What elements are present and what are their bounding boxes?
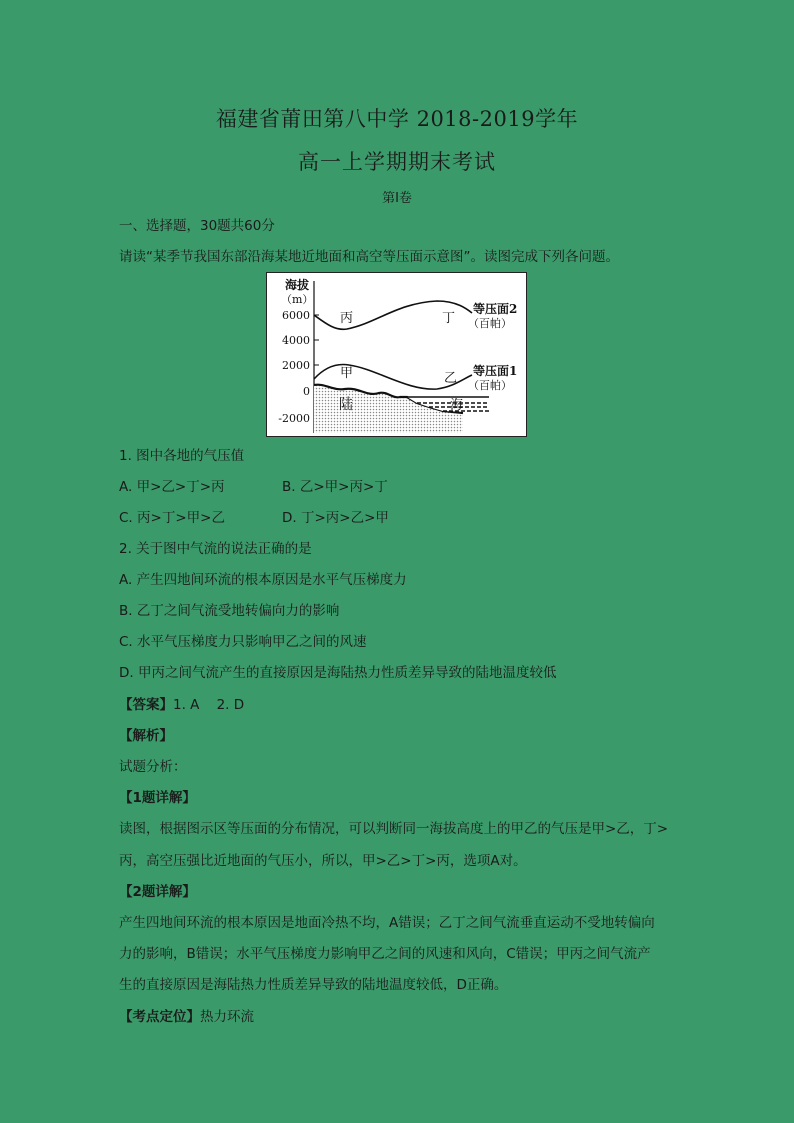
question-1-option-a: A. 甲>乙>丁>丙 xyxy=(119,479,225,495)
isobar-diagram-svg xyxy=(267,273,526,436)
isobar-1-unit: （百帕） xyxy=(468,379,512,392)
isobar-2-label: 等压面2 xyxy=(473,302,518,316)
section-intro: 请读“某季节我国东部沿海某地近地面和高空等压面示意图”。读图完成下列各问题。 xyxy=(119,249,619,265)
page-subtitle: 高一上学期期末考试 xyxy=(298,150,496,174)
analysis-q1-line-2: 丙，高空压强比近地面的气压小，所以，甲>乙>丁>丙，选项A对。 xyxy=(119,853,527,869)
label-ding: 丁 xyxy=(442,311,456,326)
analysis-label: 【解析】 xyxy=(119,728,173,744)
answer-text: 1. A 2. D xyxy=(173,697,245,713)
question-2-option-c: C. 水平气压梯度力只影响甲乙之间的风速 xyxy=(119,634,367,650)
tick-label-minus2000: -2000 xyxy=(278,412,310,425)
question-2-option-b: B. 乙丁之间气流受地转偏向力的影响 xyxy=(119,603,340,619)
tick-label-2000: 2000 xyxy=(282,359,310,372)
analysis-q2-line-2: 力的影响，B错误；水平气压梯度力影响甲乙之间的风速和风向，C错误；甲丙之间气流产 xyxy=(119,946,651,962)
question-2-option-a: A. 产生四地间环流的根本原因是水平气压梯度力 xyxy=(119,572,407,588)
label-land: 陆 xyxy=(339,397,353,413)
volume-label: 第Ⅰ卷 xyxy=(382,191,412,206)
question-1-option-b: B. 乙>甲>丙>丁 xyxy=(282,479,388,495)
analysis-q1-line-1: 读图，根据图示区等压面的分布情况，可以判断同一海拔高度上的甲乙的气压是甲>乙，丁> xyxy=(119,821,669,837)
analysis-q2-line-3: 生的直接原因是海陆热力性质差异导致的陆地温度较低，D正确。 xyxy=(119,977,508,993)
analysis-q2-label: 【2题详解】 xyxy=(119,884,196,900)
isobar-diagram xyxy=(266,272,527,437)
question-1-stem: 1. 图中各地的气压值 xyxy=(119,448,245,464)
key-point-line xyxy=(119,1008,254,1026)
y-axis-label-2: （m） xyxy=(281,293,314,306)
label-yi: 乙 xyxy=(444,371,458,386)
analysis-q1-label: 【1题详解】 xyxy=(119,790,196,806)
analysis-intro: 试题分析： xyxy=(119,759,187,775)
tick-label-4000: 4000 xyxy=(282,334,310,347)
isobar-2-unit: （百帕） xyxy=(468,317,512,330)
question-1-option-c: C. 丙>丁>甲>乙 xyxy=(119,510,225,526)
label-sea: 海 xyxy=(450,398,464,413)
page-title: 福建省莆田第八中学 2018-2019学年 xyxy=(215,107,579,131)
key-point-label: 【考点定位】 xyxy=(119,1009,200,1025)
answer-line xyxy=(119,696,244,714)
answer-label: 【答案】 xyxy=(119,697,173,713)
label-jia: 甲 xyxy=(340,366,354,381)
label-bing: 丙 xyxy=(340,311,354,326)
question-2-option-d: D. 甲丙之间气流产生的直接原因是海陆热力性质差异导致的陆地温度较低 xyxy=(119,665,557,681)
isobar-1-label: 等压面1 xyxy=(473,364,518,378)
y-axis-label-1: 海拔 xyxy=(285,278,310,292)
key-point-text: 热力环流 xyxy=(200,1009,254,1025)
tick-label-6000: 6000 xyxy=(282,309,310,322)
section-heading: 一、选择题，30题共60分 xyxy=(119,218,275,234)
question-1-option-d: D. 丁>丙>乙>甲 xyxy=(282,510,389,526)
question-2-stem: 2. 关于图中气流的说法正确的是 xyxy=(119,541,312,557)
tick-label-0: 0 xyxy=(303,385,310,398)
analysis-q2-line-1: 产生四地间环流的根本原因是地面冷热不均，A错误；乙丁之间气流垂直运动不受地转偏向 xyxy=(119,915,655,931)
